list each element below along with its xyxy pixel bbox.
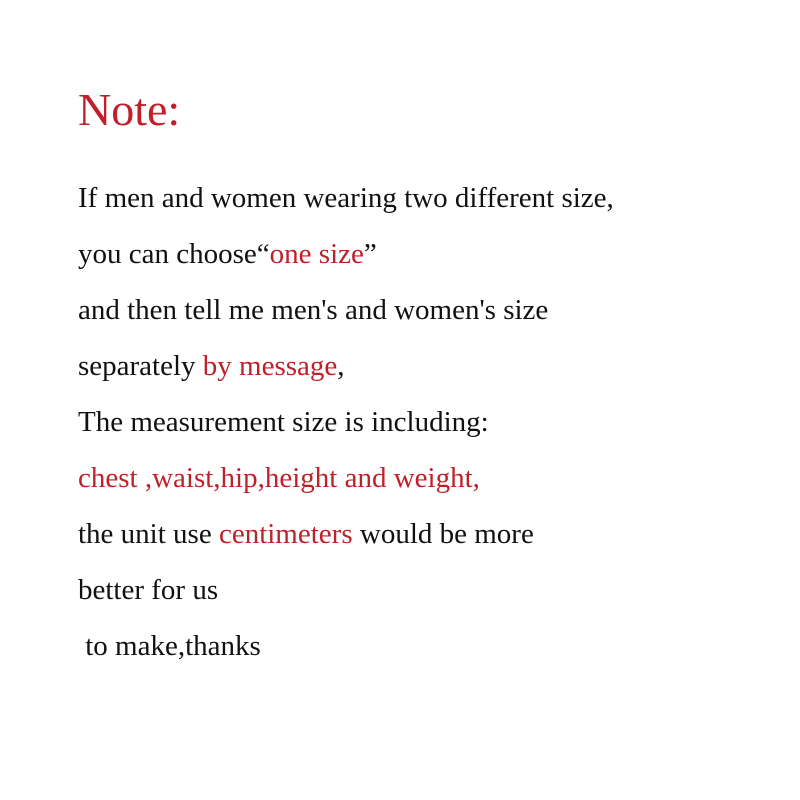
note-line-2-text-after: ” (363, 238, 377, 270)
note-line-9-text: to make,thanks (78, 630, 261, 662)
note-line-4-text-after: , (337, 350, 345, 382)
measurements-highlight: chest ,waist,hip,height and weight, (78, 462, 480, 494)
note-line-3: and then tell me men's and women's size (78, 294, 549, 326)
note-line-4 (78, 349, 345, 383)
by-message-highlight: by message (202, 350, 338, 382)
note-line-2 (78, 237, 377, 271)
note-line-4-text-before: separately (78, 350, 203, 382)
note-line-7 (78, 517, 534, 551)
note-line-7-text-before: the unit use (78, 518, 219, 550)
note-line-9 (78, 629, 261, 663)
one-size-highlight: one size (269, 238, 364, 270)
note-line-7-text-after: would be more (352, 518, 534, 550)
note-line-5: The measurement size is including: (78, 406, 489, 438)
note-line-1: If men and women wearing two different size, (78, 182, 614, 214)
note-title: Note: (78, 84, 181, 135)
centimeters-highlight: centimeters (218, 518, 353, 550)
note-line-6 (78, 461, 480, 495)
note-line-8: better for us (78, 574, 219, 606)
note-line-2-text-before: you can choose“ (78, 238, 270, 270)
